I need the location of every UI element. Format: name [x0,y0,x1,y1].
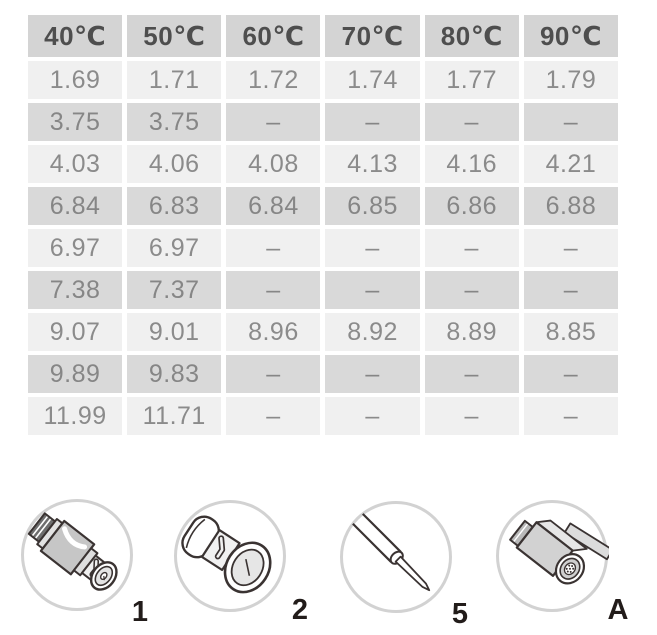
value-cell: 1.69 [28,61,122,99]
value-cell: 8.89 [425,313,519,351]
value-cell: 6.85 [325,187,419,225]
bnc-male-connector-icon [20,498,134,612]
needle-probe-icon [339,500,453,614]
value-cell: 8.96 [226,313,320,351]
value-cell: – [425,103,519,141]
value-cell: 6.83 [127,187,221,225]
value-cell: 4.16 [425,145,519,183]
figure-label-5: 5 [451,598,469,630]
value-cell: 4.08 [226,145,320,183]
value-cell: 6.84 [226,187,320,225]
value-cell: 8.92 [325,313,419,351]
value-cell: – [425,229,519,267]
figure-label-a: A [607,594,629,626]
value-cell: – [325,229,419,267]
value-cell: 9.07 [28,313,122,351]
value-cell: 4.13 [325,145,419,183]
value-cell: – [425,397,519,435]
value-cell: – [524,271,618,309]
value-cell: 6.88 [524,187,618,225]
value-cell: 6.97 [127,229,221,267]
value-cell: – [524,229,618,267]
header-cell: 90℃ [524,15,618,57]
value-cell: 1.77 [425,61,519,99]
header-cell: 70℃ [325,15,419,57]
value-cell: – [325,397,419,435]
value-cell: – [226,103,320,141]
value-cell: 6.84 [28,187,122,225]
value-cell: 6.86 [425,187,519,225]
value-cell: 1.72 [226,61,320,99]
value-cell: – [226,271,320,309]
value-cell: – [425,355,519,393]
value-cell: – [325,355,419,393]
value-cell: – [524,355,618,393]
value-cell: 9.89 [28,355,122,393]
value-cell: 1.74 [325,61,419,99]
value-cell: 7.37 [127,271,221,309]
header-cell: 50℃ [127,15,221,57]
value-cell: – [325,271,419,309]
value-cell: 9.83 [127,355,221,393]
value-cell: 7.38 [28,271,122,309]
value-cell: 3.75 [28,103,122,141]
value-cell: 1.71 [127,61,221,99]
value-cell: 6.97 [28,229,122,267]
value-cell: – [524,397,618,435]
figure-label-2: 2 [291,594,309,626]
value-cell: 9.01 [127,313,221,351]
value-cell: – [524,103,618,141]
value-cell: 8.85 [524,313,618,351]
value-cell: 4.21 [524,145,618,183]
figure-label-1: 1 [131,596,149,628]
value-cell: – [226,397,320,435]
value-cell: 4.06 [127,145,221,183]
value-cell: – [325,103,419,141]
value-cell: – [425,271,519,309]
value-cell: 11.71 [127,397,221,435]
value-cell: – [226,229,320,267]
value-cell: 11.99 [28,397,122,435]
header-cell: 40℃ [28,15,122,57]
header-cell: 80℃ [425,15,519,57]
bnc-female-adapter-icon [173,499,287,613]
temperature-table [28,15,618,435]
value-cell: 4.03 [28,145,122,183]
plug-with-flat-cable-icon [495,499,609,613]
value-cell: 3.75 [127,103,221,141]
value-cell: 1.79 [524,61,618,99]
value-cell: – [226,355,320,393]
header-cell: 60℃ [226,15,320,57]
